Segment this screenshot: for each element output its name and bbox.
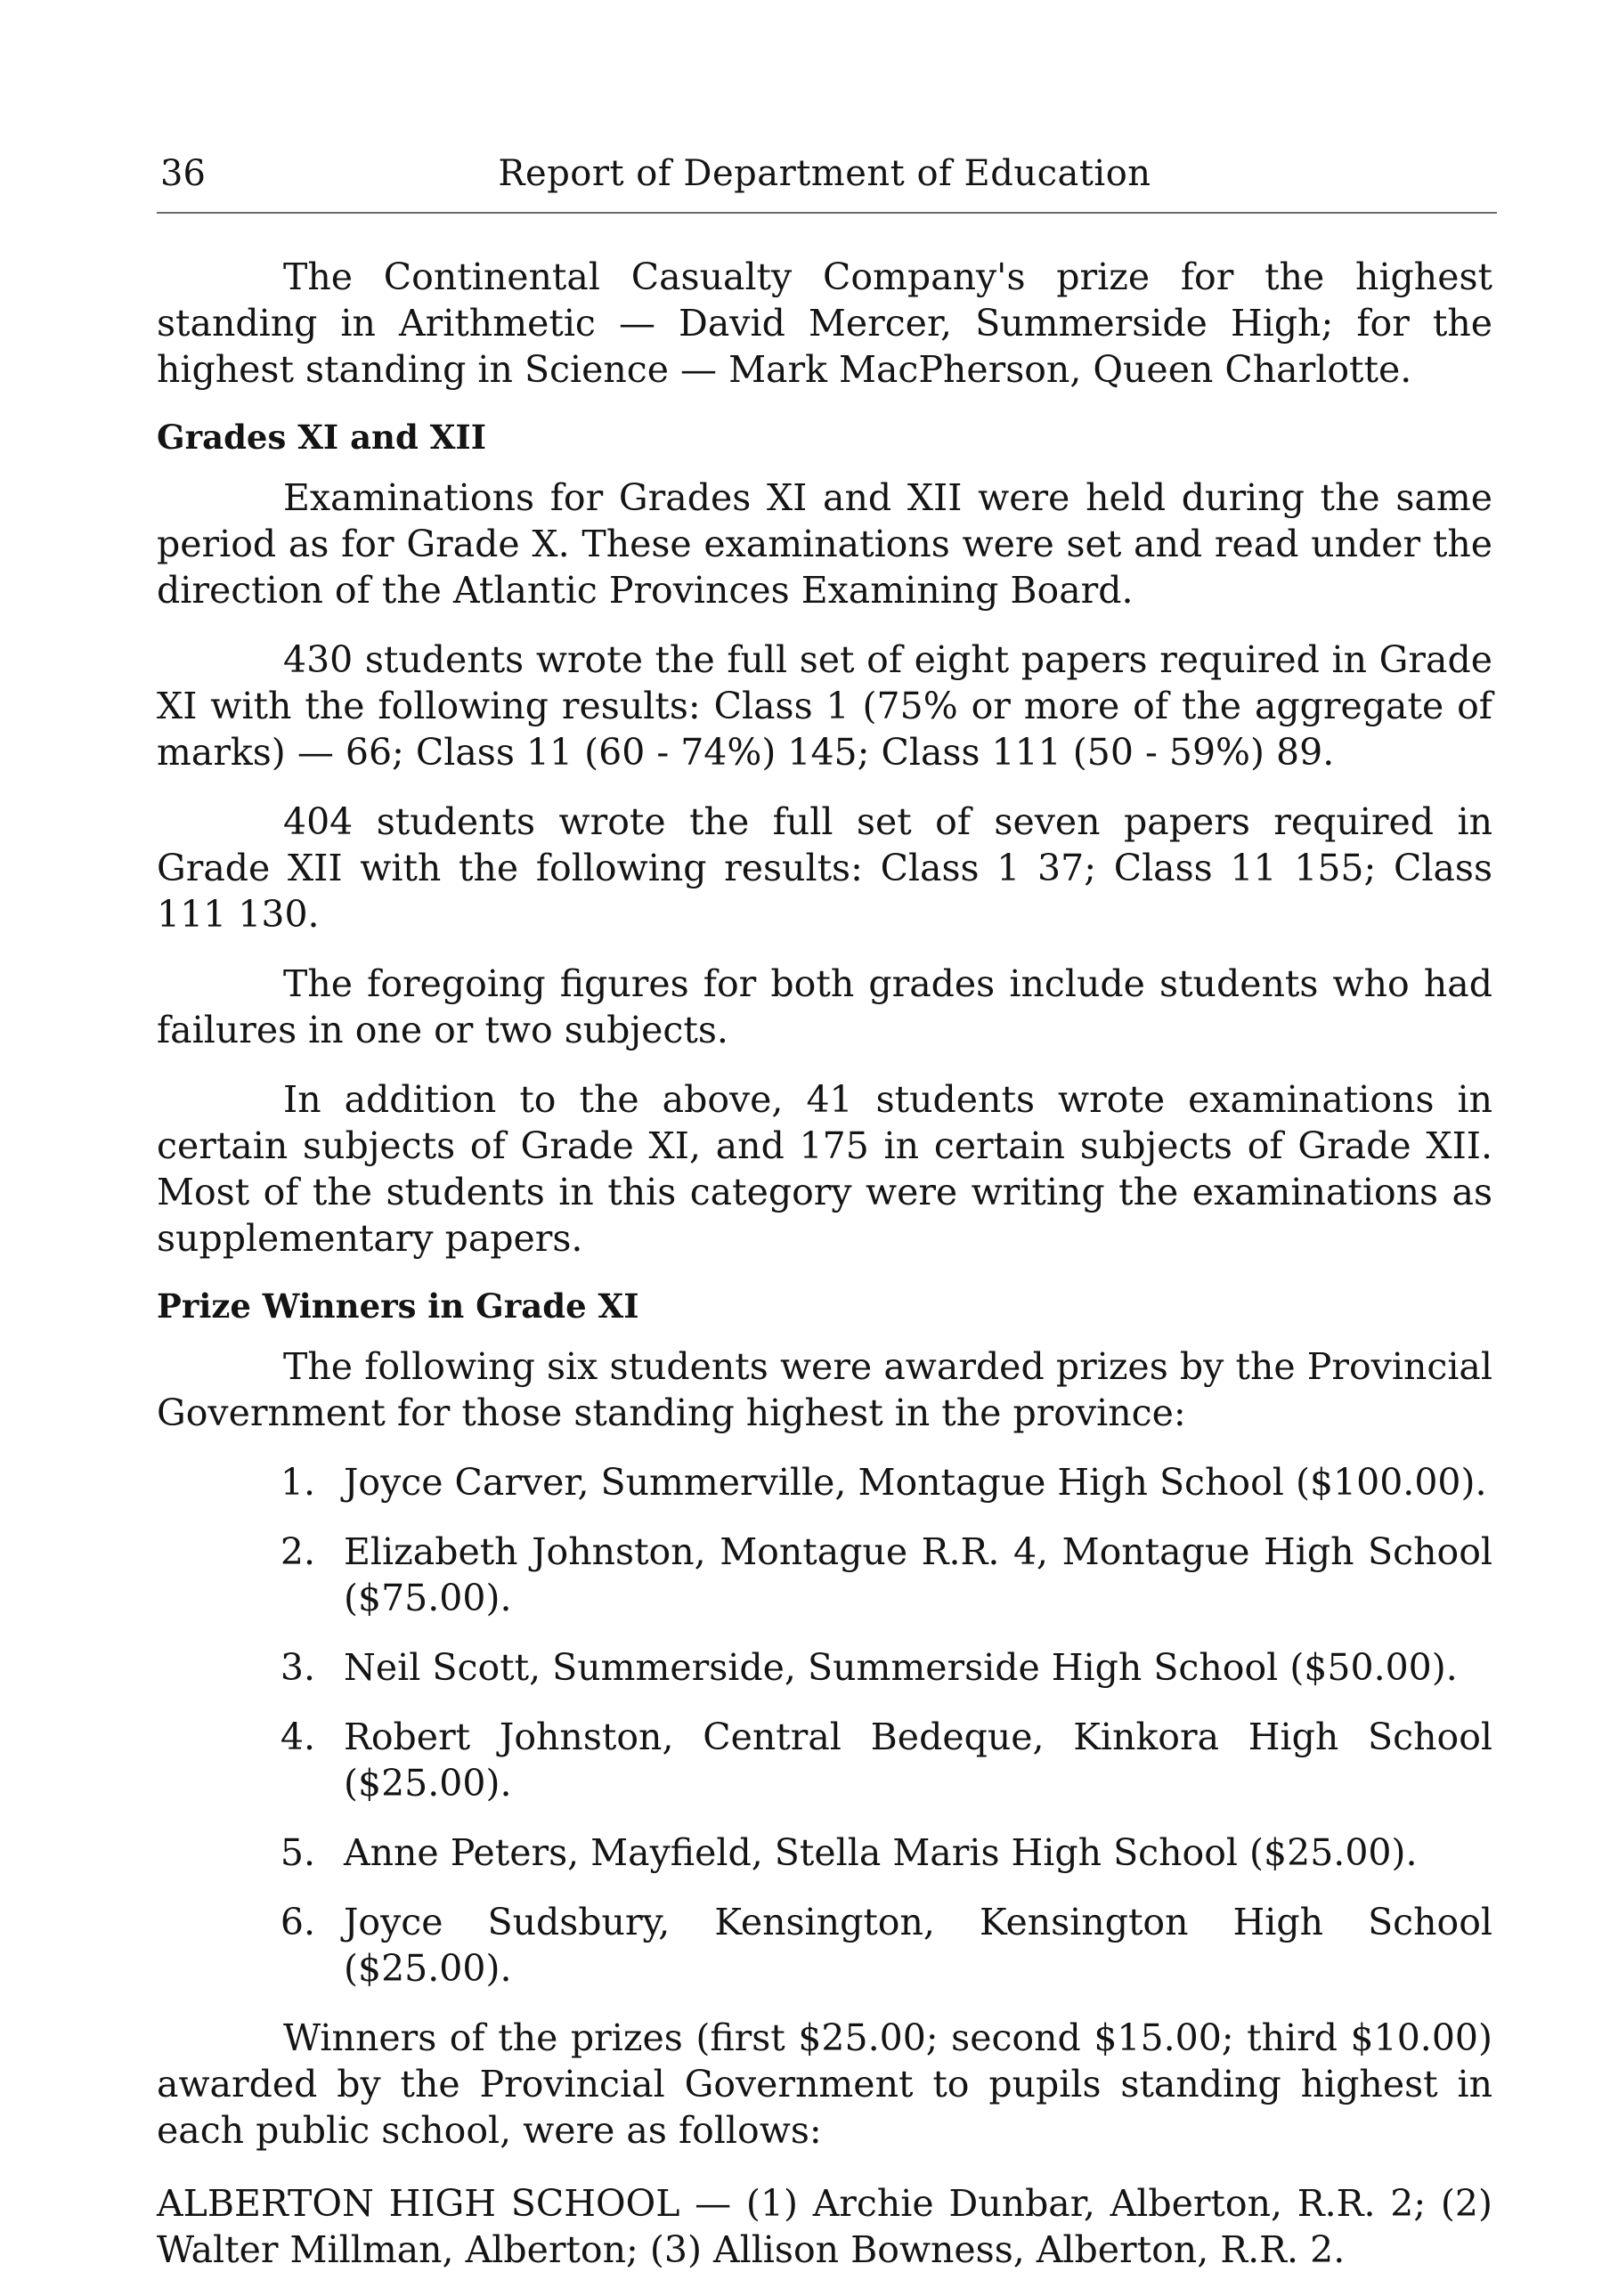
running-title: Report of Department of Education (498, 153, 1151, 194)
list-item-text: Joyce Carver, Summerville, Montague High School ($100.00). (344, 1461, 1487, 1504)
list-item-number: 6. (280, 1901, 315, 1943)
list-item-number: 5. (280, 1831, 315, 1874)
list-item-text: Elizabeth Johnston, Montague R.R. 4, Montague High School ($75.00). (344, 1530, 1492, 1619)
list-item (157, 1899, 1492, 1992)
list-item (157, 1529, 1492, 1621)
list-item-number: 2. (280, 1530, 315, 1573)
list-item-number: 4. (280, 1716, 315, 1758)
heading-prize-winners: Prize Winners in Grade XI (157, 1286, 639, 1326)
paragraph-examinations: Examinations for Grades XI and XII were held during the same period as for Grade X. These examinations were set and read under the direction of the Atlantic Provinces Examining Board. (157, 476, 1492, 612)
paragraph-continental-prize: The Continental Casualty Company's prize for the highest standing in Arithmetic — David Mercer, Summerside High; for the highest standing in Science — Mark MacPherson, Queen Charlotte. (157, 256, 1492, 391)
list-item (157, 1644, 1492, 1691)
paragraph-winners-intro: Winners of the prizes (first $25.00; second $15.00; third $10.00) awarded by the Provincial Government to pupils standing highest in each public school, were as follows: (157, 2016, 1492, 2152)
paragraph-addition: In addition to the above, 41 students wrote examinations in certain subjects of Grade XI, and 175 in certain subjects of Grade XII. Most of the students in this category were writing the examinations as supplementary papers. (157, 1078, 1492, 1260)
paragraph-grade-xi-results: 430 students wrote the full set of eight papers required in Grade XI with the following results: Class 1 (75% or more of the aggregate of marks) — 66; Class 11 (60 - 74%) 145; Class 111 (50 - 59%) 89. (157, 638, 1492, 774)
list-item-text: Robert Johnston, Central Bedeque, Kinkora High School ($25.00). (344, 1716, 1492, 1805)
paragraph-grade-xii-results: 404 students wrote the full set of seven papers required in Grade XII with the following results: Class 1 37; Class 11 155; Class 111 130. (157, 800, 1492, 936)
page-header (157, 142, 1492, 205)
list-item (157, 1829, 1492, 1876)
page (157, 142, 1492, 2271)
paragraph-foregoing: The foregoing figures for both grades include students who had failures in one or two subjects. (157, 962, 1492, 1051)
list-item-text: Neil Scott, Summerside, Summerside High School ($50.00). (344, 1646, 1458, 1689)
list-item (157, 1714, 1492, 1806)
list-item-text: Joyce Sudsbury, Kensington, Kensington High School ($25.00). (344, 1901, 1492, 1990)
paragraph-prize-intro: The following six students were awarded prizes by the Provincial Government for those standing highest in the province: (157, 1345, 1492, 1434)
list-item (157, 1459, 1492, 1505)
page-number: 36 (160, 153, 206, 194)
list-item-number: 3. (280, 1646, 315, 1689)
header-rule (157, 212, 1497, 214)
paragraph-alberton-high-school: ALBERTON HIGH SCHOOL — (1) Archie Dunbar, Alberton, R.R. 2; (2) Walter Millman, Alberton; (3) Allison Bowness, Alberton, R.R. 2. (157, 2182, 1492, 2271)
list-item-number: 1. (280, 1461, 315, 1504)
list-item-text: Anne Peters, Mayfield, Stella Maris High School ($25.00). (344, 1831, 1418, 1874)
body-text (157, 254, 1492, 2296)
heading-grades-xi-xii: Grades XI and XII (157, 418, 487, 457)
prize-list (157, 1459, 1492, 1992)
